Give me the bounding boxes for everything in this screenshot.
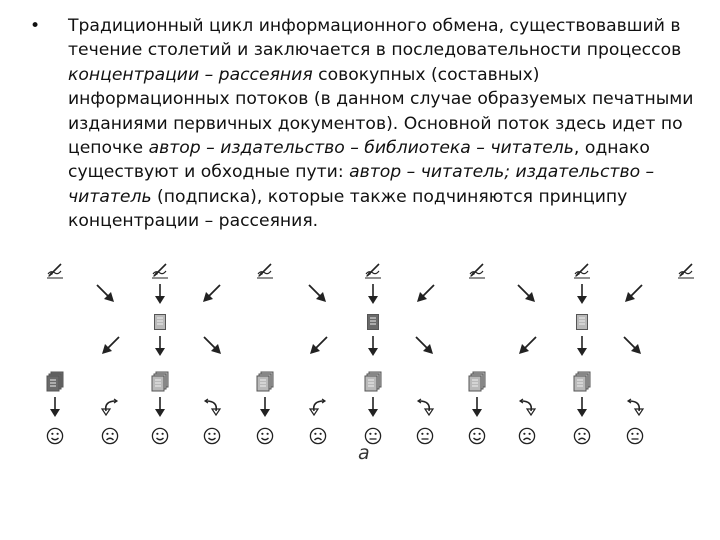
- smile-face-icon: [203, 427, 221, 445]
- arrow-down-right-icon: [623, 336, 643, 356]
- paragraph-run: (подписка), которые также подчиняются принципу концентрации – рассеяния.: [68, 186, 628, 232]
- publisher-icon: [366, 313, 380, 331]
- paragraph-run: Традиционный цикл информационного обмена, существовавший в течение столетий и заключается в последовательности процессов: [68, 16, 682, 61]
- curved-arrow-right-icon: [415, 397, 435, 417]
- arrow-down-left-icon: [308, 336, 328, 356]
- arrow-down-icon: [258, 396, 272, 418]
- paragraph-italic-run: концентрации – рассеяния: [68, 64, 313, 85]
- library-stack-icon: [364, 371, 382, 392]
- diagram-caption: а: [358, 442, 370, 464]
- arrow-down-right-icon: [203, 336, 223, 356]
- arrow-down-icon: [366, 335, 380, 357]
- curved-arrow-right-icon: [625, 397, 645, 417]
- pen-icon: [151, 261, 169, 279]
- paragraph-run: , однако существуют и обходные пути:: [68, 138, 650, 183]
- neutral-face-icon: [416, 427, 434, 445]
- smile-face-icon: [256, 427, 274, 445]
- smile-face-icon: [46, 427, 64, 445]
- arrow-down-right-icon: [308, 284, 328, 304]
- arrow-down-right-icon: [415, 336, 435, 356]
- curved-arrow-right-icon: [202, 397, 222, 417]
- smile-face-icon: [151, 427, 169, 445]
- arrow-down-left-icon: [623, 284, 643, 304]
- library-stack-icon: [46, 371, 64, 392]
- smile-face-icon: [468, 427, 486, 445]
- curved-arrow-left-icon: [308, 397, 328, 417]
- frown-face-icon: [518, 427, 536, 445]
- publisher-icon: [575, 313, 589, 331]
- arrow-down-right-icon: [96, 284, 116, 304]
- arrow-down-icon: [153, 335, 167, 357]
- frown-face-icon: [101, 427, 119, 445]
- publisher-icon: [153, 313, 167, 331]
- arrow-down-icon: [48, 396, 62, 418]
- arrow-down-icon: [153, 283, 167, 305]
- library-stack-icon: [151, 371, 169, 392]
- library-stack-icon: [256, 371, 274, 392]
- pen-icon: [573, 261, 591, 279]
- paragraph-italic-run: автор – издательство – библиотека – читатель: [148, 138, 574, 159]
- pen-icon: [364, 261, 382, 279]
- arrow-down-icon: [575, 283, 589, 305]
- arrow-down-icon: [575, 335, 589, 357]
- curved-arrow-left-icon: [100, 397, 120, 417]
- arrow-down-left-icon: [201, 284, 221, 304]
- frown-face-icon: [573, 427, 591, 445]
- neutral-face-icon: [626, 427, 644, 445]
- pen-icon: [677, 261, 695, 279]
- arrow-down-icon: [153, 396, 167, 418]
- paragraph-text: [68, 14, 702, 234]
- arrow-down-icon: [470, 396, 484, 418]
- pen-icon: [468, 261, 486, 279]
- arrow-down-icon: [366, 283, 380, 305]
- arrow-down-right-icon: [517, 284, 537, 304]
- library-stack-icon: [573, 371, 591, 392]
- arrow-down-left-icon: [100, 336, 120, 356]
- bullet-paragraph: [30, 14, 702, 234]
- pen-icon: [46, 261, 64, 279]
- bullet-marker: •: [30, 16, 41, 36]
- paragraph-italic-run: автор – читатель; издательство – читатель: [68, 162, 655, 207]
- frown-face-icon: [309, 427, 327, 445]
- paragraph-run: совокупных (составных) информационных потоков (в данном случае образуемых печатными изданиями первичных документов). Основной поток здесь идет по цепочке: [68, 64, 694, 159]
- library-stack-icon: [468, 371, 486, 392]
- arrow-down-left-icon: [415, 284, 435, 304]
- pen-icon: [256, 261, 274, 279]
- curved-arrow-right-icon: [517, 397, 537, 417]
- arrow-down-left-icon: [517, 336, 537, 356]
- arrow-down-icon: [575, 396, 589, 418]
- arrow-down-icon: [366, 396, 380, 418]
